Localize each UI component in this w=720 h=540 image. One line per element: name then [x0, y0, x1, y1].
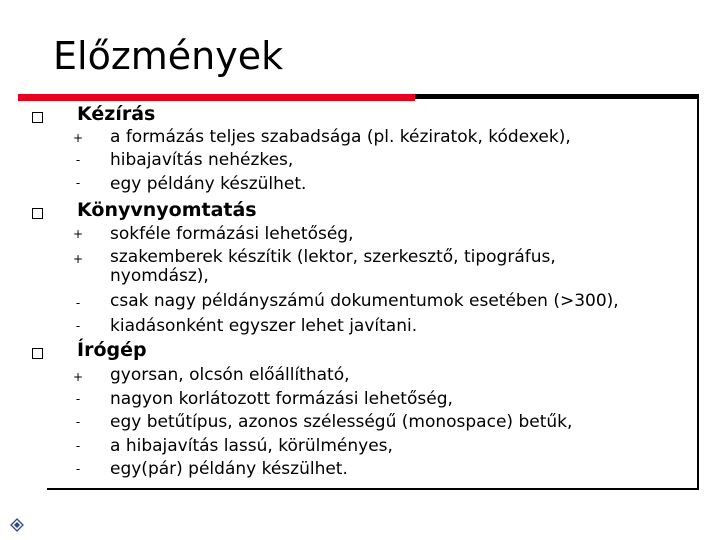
minus-marker: - — [75, 319, 81, 333]
section-heading: Könyvnyomtatás — [77, 199, 257, 221]
frame-right-line — [697, 94, 699, 490]
list-item-text: egy(pár) példány készülhet. — [110, 459, 348, 479]
minus-marker: - — [75, 392, 81, 406]
plus-marker: + — [72, 131, 84, 145]
minus-marker: - — [75, 153, 81, 167]
list-item-text: szakemberek készítik (lektor, szerkesztő, tipográfus, — [110, 247, 556, 267]
section-heading: Írógép — [77, 339, 147, 361]
list-item-text: egy példány készülhet. — [110, 174, 307, 194]
list-item-text: gyorsan, olcsón előállítható, — [110, 365, 350, 385]
diamond-ornament-icon — [10, 518, 24, 532]
minus-marker: - — [75, 439, 81, 453]
plus-marker: + — [72, 370, 84, 384]
minus-marker: - — [75, 296, 81, 310]
list-item-text: a hibajavítás lassú, körülményes, — [110, 436, 393, 456]
minus-marker: - — [75, 462, 81, 476]
title-accent-bar — [18, 94, 415, 101]
list-item-text: sokféle formázási lehetőség, — [110, 224, 354, 244]
plus-marker: + — [72, 227, 84, 241]
hollow-square-icon — [32, 208, 43, 219]
list-item-text: kiadásonként egyszer lehet javítani. — [110, 316, 418, 336]
minus-marker: - — [75, 415, 81, 429]
hollow-square-icon — [32, 112, 43, 123]
list-item-text: egy betűtípus, azonos szélességű (monospace) betűk, — [110, 412, 573, 432]
frame-bottom-line — [47, 488, 699, 490]
minus-marker: - — [75, 176, 81, 190]
list-item-text: csak nagy példányszámú dokumentumok esetében (>300), — [110, 291, 619, 311]
list-item-text: hibajavítás nehézkes, — [110, 150, 294, 170]
hollow-square-icon — [32, 348, 43, 359]
section-heading: Kézírás — [77, 103, 156, 125]
slide-title: Előzmények — [53, 34, 284, 78]
list-item-text-continued: nyomdász), — [110, 266, 209, 286]
plus-marker: + — [72, 252, 84, 266]
list-item-text: nagyon korlátozott formázási lehetőség, — [110, 389, 453, 409]
list-item-text: a formázás teljes szabadsága (pl. kéziratok, kódexek), — [110, 127, 571, 147]
